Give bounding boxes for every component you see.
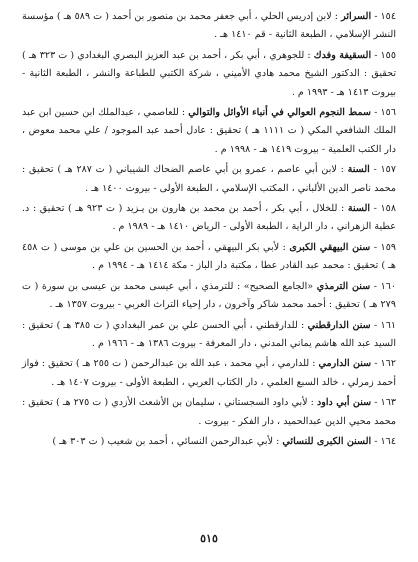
- entry-number: ١٥٨: [380, 203, 396, 215]
- entry-details: : لأبي بكر البيهقي ، أحمد بن الحسين بن علي بن موسى ( ت ٤٥٨ هـ ) تحقيق : محمد عبد القادر عطا ، مكتبة دار الباز - مكة ١٤١٤ هـ - ١٩٩٤ م .: [22, 241, 396, 272]
- entry-title: سنن الدارمي: [318, 358, 372, 370]
- entry-title: سنن الدارقطني: [307, 319, 371, 331]
- entry-details: : للدارمي ، أبي محمد ، عبد الله بن عبدالرحمن ( ت ٢٥٥ هـ ) تحقيق : فواز أحمد زمرلي ، خالد السبع العلمي ، دار الكتاب العربي ، الطبعة الأولى - بيروت ١٤٠٧ هـ .: [22, 358, 396, 388]
- bibliography-entry: ١٥٨ - السنة : للخلال ، أبي بكر ، أحمد بن محمد بن هارون بن يـزيد ( ت ٩٢٣ هـ ) تحقيق : د. عطية الزهراني ، دار الراية ، الطبعة الأولى - الرياض ١٤١٠ هـ - ١٩٨٩ م .: [22, 203, 396, 233]
- entry-details: : للجوهري ، أبي بكر ، أحمد بن عبد العزيز البصري البغدادي ( ت ٣٢٣ هـ ) تحقيق : الدكتور الشيخ محمد هادي الأميني ، شركة الكتبي للطباعة والنشر ، الطبعة الثانية - بيروت ١٤١٣ هـ - ١٩٩٣ م .: [22, 49, 396, 98]
- entry-title: السنة: [347, 203, 371, 215]
- page-number: ٥١٥: [200, 532, 218, 545]
- entry-title: سمط النجوم العوالي في أنباء الأوائل والتوالي: [188, 107, 372, 119]
- entry-details: : لابن أبي عاصم ، عمرو بن أبي عاصم الضحاك الشيباني ( ت ٢٨٧ هـ ) تحقيق : محمد ناصر الدين الألباني ، المكتب الإسلامي ، الطبعة الأولى - بيروت ١٤٠٠ هـ .: [22, 164, 396, 194]
- entry-number: ١٥٤: [380, 11, 396, 22]
- entry-details: : للخلال ، أبي بكر ، أحمد بن محمد بن هارون بن يـزيد ( ت ٩٢٣ هـ ) تحقيق : د. عطية الزهراني ، دار الراية ، الطبعة الأولى - الرياض ١٤١٠ هـ - ١٩٨٩ م .: [22, 203, 396, 233]
- bibliography-entry: ١٥٥ - السقيفة وفدك : للجوهري ، أبي بكر ، أحمد بن عبد العزيز البصري البغدادي ( ت ٣٢٣ هـ ) تحقيق : الدكتور الشيخ محمد هادي الأميني ، شركة الكتبي للطباعة والنشر ، الطبعة الثانية - بيروت ١٤١٣ هـ - ١٩٩٣ م .: [22, 49, 396, 98]
- entry-details: : لأبي عبدالرحمن النسائي ، أحمد بن شعيب ( ت ٣٠٣ هـ ): [52, 435, 280, 447]
- entry-number: ١٥٧: [380, 164, 396, 176]
- entry-title: سنن أبي داود: [316, 397, 372, 409]
- entry-title: سنن الترمذي: [316, 280, 371, 292]
- entry-number: ١٥٦: [380, 107, 396, 119]
- entry-details: : لأبي داود السجستاني ، سليمان بن الأشعث الأزدي ( ت ٢٧٥ هـ ) تحقيق : محمد محيي الدين عبدالحميد ، دار الفكر - بيروت .: [22, 397, 396, 427]
- entry-number: ١٥٩: [380, 241, 397, 253]
- entry-number: ١٦٤: [380, 435, 396, 447]
- entry-details: : لابن إدريس الحلي ، أبي جعفر محمد بن منصور بن أحمد ( ت ٥٨٩ هـ ) مؤسسة النشر الإسلامي ، الطبعة الثانية - قم ١٤١٠ هـ .: [22, 11, 396, 41]
- entry-number: ١٦٢: [380, 358, 396, 370]
- entry-title: السقيفة وفدك: [313, 49, 372, 61]
- bibliography-list: [22, 8, 396, 451]
- bibliography-entry: ١٦٠ - سنن الترمذي «الجامع الصحيح» : للترمذي ، أبي عيسى محمد بن عيسى بن سورة ( ت ٢٧٩ هـ ) تحقيق : أحمد محمد شاكر وآخرون ، دار إحياء التراث العربي - بيروت ١٣٥٧ هـ .: [22, 280, 397, 311]
- entry-details: الجامع الصحيح» : للترمذي ، أبي عيسى محمد بن عيسى بن سورة ( ت ٢٧٩ هـ ) تحقيق : أحمد محمد شاكر وآخرون ، دار إحياء التراث العربي - بيروت ١٣٥٧ هـ .: [22, 280, 396, 311]
- bibliography-entry: ١٥٤ - السرائر : لابن إدريس الحلي ، أبي جعفر محمد بن منصور بن أحمد ( ت ٥٨٩ هـ ) مؤسسة النشر الإسلامي ، الطبعة الثانية - قم ١٤١٠ هـ .: [22, 11, 396, 41]
- entry-number: ١٦٣: [380, 397, 397, 409]
- bibliography-entry: ١٦٤ - السنن الكبرى للنسائي : لأبي عبدالرحمن النسائي ، أحمد بن شعيب ( ت ٣٠٣ هـ ): [52, 435, 396, 447]
- entry-number: ١٦٠: [380, 280, 397, 292]
- entry-details: : للعاصمي ، عبدالملك ابن حسين ابن عبد الملك الشافعي المكي ( ت ١١١١ هـ ) تحقيق : عادل أحمد عبد الموجود / علي محمد معوض ، دار الكتب العلمية - بيروت ١٤١٩ هـ - ١٩٩٨ م .: [22, 107, 396, 155]
- bibliography-entry: ١٦٢ - سنن الدارمي : للدارمي ، أبي محمد ، عبد الله بن عبدالرحمن ( ت ٢٥٥ هـ ) تحقيق : فواز أحمد زمرلي ، خالد السبع العلمي ، دار الكتاب العربي ، الطبعة الأولى - بيروت ١٤٠٧ هـ .: [22, 358, 396, 388]
- bibliography-entry: ١٦٣ - سنن أبي داود : لأبي داود السجستاني ، سليمان بن الأشعث الأزدي ( ت ٢٧٥ هـ ) تحقيق : محمد محيي الدين عبدالحميد ، دار الفكر - بيروت .: [22, 397, 397, 427]
- entry-number: ١٦١: [380, 319, 397, 331]
- entry-title: السرائر: [341, 11, 372, 22]
- bibliography-entry: ١٦١ - سنن الدارقطني : للدارقطني ، أبي الحسن علي بن عمر البغدادي ( ت ٣٨٥ هـ ) تحقيق : السيد عبد الله هاشم يماني المدني ، دار المعرفة - بيروت ١٣٨٦ هـ - ١٩٦٦ م .: [22, 319, 397, 349]
- entry-title: سنن البيهقي الكبرى: [289, 241, 371, 253]
- bibliography-entry: ١٥٧ - السنة : لابن أبي عاصم ، عمرو بن أبي عاصم الضحاك الشيباني ( ت ٢٨٧ هـ ) تحقيق : محمد ناصر الدين الألباني ، المكتب الإسلامي ، الطبعة الأولى - بيروت ١٤٠٠ هـ .: [22, 164, 396, 194]
- entry-title: السنن الكبرى للنسائي: [282, 435, 372, 447]
- entry-title: السنة: [347, 164, 370, 176]
- bibliography-entry: ١٥٩ - سنن البيهقي الكبرى : لأبي بكر البيهقي ، أحمد بن الحسين بن علي بن موسى ( ت ٤٥٨ هـ ) تحقيق : محمد عبد القادر عطا ، مكتبة دار الباز - مكة ١٤١٤ هـ - ١٩٩٤ م .: [22, 241, 397, 272]
- entry-details: : للدارقطني ، أبي الحسن علي بن عمر البغدادي ( ت ٣٨٥ هـ ) تحقيق : السيد عبد الله هاشم يماني المدني ، دار المعرفة - بيروت ١٣٨٦ هـ - ١٩٦٦ م .: [22, 319, 396, 349]
- bibliography-entry: ١٥٦ - سمط النجوم العوالي في أنباء الأوائل والتوالي : للعاصمي ، عبدالملك ابن حسين ابن عبد الملك الشافعي المكي ( ت ١١١١ هـ ) تحقيق : عادل أحمد عبد الموجود / علي محمد معوض ، دار الكتب العلمية - بيروت ١٤١٩ هـ - ١٩٩٨ م .: [22, 107, 396, 155]
- entry-number: ١٥٥: [380, 49, 396, 61]
